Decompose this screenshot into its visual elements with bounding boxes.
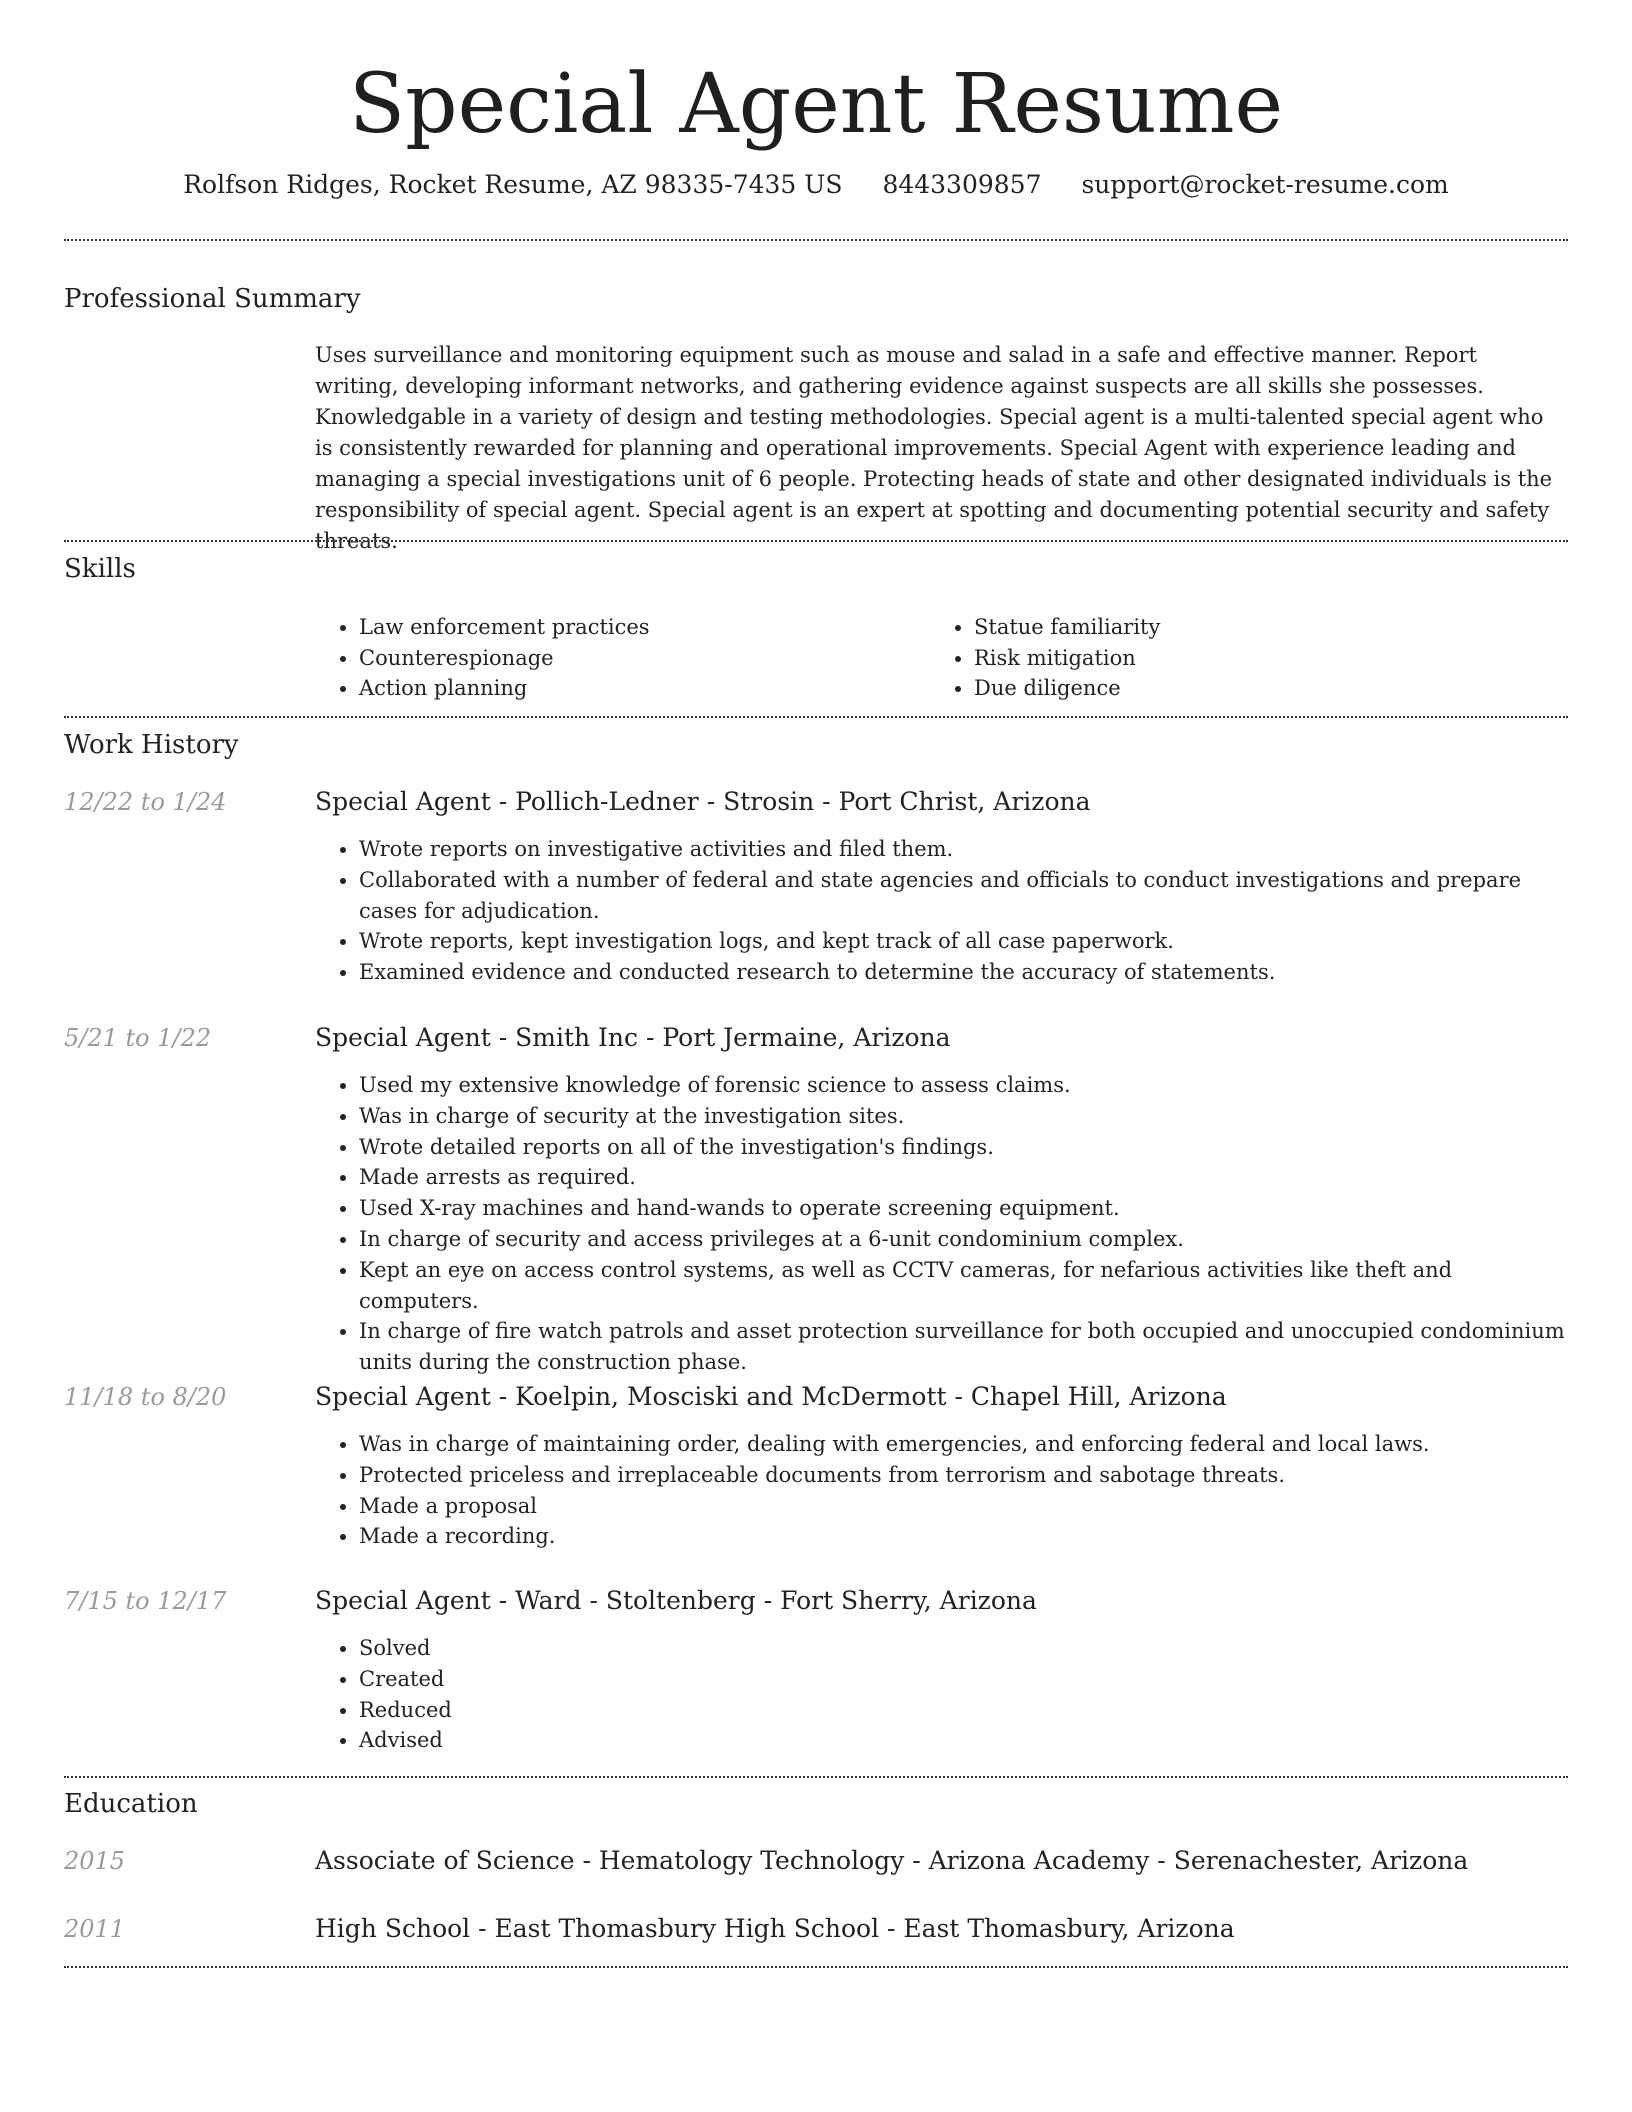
- skills-column-1: [315, 612, 650, 704]
- job-bullet: • Kept an eye on access control systems, as well as CCTV cameras, for nefarious activities like theft and computers.: [359, 1255, 1565, 1317]
- divider: [64, 540, 1568, 542]
- job-bullet: • In charge of fire watch patrols and asset protection surveillance for both occupied and unoccupied condominium units during the construction phase.: [359, 1316, 1565, 1378]
- job-dates: 5/21 to 1/22: [64, 1024, 212, 1052]
- skill-item: • Risk mitigation: [974, 643, 1160, 674]
- job-bullet: • In charge of security and access privileges at a 6-unit condominium complex.: [359, 1224, 1565, 1255]
- job-title: Special Agent - Smith Inc - Port Jermaine, Arizona: [315, 1023, 951, 1052]
- job-bullet: • Used my extensive knowledge of forensic science to assess claims.: [359, 1070, 1565, 1101]
- contact-email: support@rocket-resume.com: [1081, 170, 1449, 199]
- job-bullet: • Advised: [359, 1725, 1565, 1756]
- education-date: 2015: [64, 1847, 126, 1875]
- contact-phone: 8443309857: [882, 170, 1042, 199]
- education-title: High School - East Thomasbury High School - East Thomasbury, Arizona: [315, 1914, 1235, 1943]
- resume-title: Special Agent Resume: [348, 57, 1284, 152]
- job-bullets: [315, 834, 1565, 988]
- job-dates: 11/18 to 8/20: [64, 1383, 227, 1411]
- job-bullets: [315, 1633, 1565, 1756]
- job-title: Special Agent - Ward - Stoltenberg - Fort Sherry, Arizona: [315, 1586, 1037, 1615]
- skills-column-2: [930, 612, 1160, 704]
- skill-item: • Action planning: [359, 673, 650, 704]
- job-bullet: • Solved: [359, 1633, 1565, 1664]
- contact-line: [0, 168, 1632, 202]
- section-title-summary: Professional Summary: [64, 284, 361, 314]
- education-title: Associate of Science - Hematology Technology - Arizona Academy - Serenachester, Arizona: [315, 1846, 1469, 1875]
- divider: [64, 1776, 1568, 1778]
- job-dates: 12/22 to 1/24: [64, 788, 227, 816]
- job-dates: 7/15 to 12/17: [64, 1587, 227, 1615]
- summary-text: Uses surveillance and monitoring equipment such as mouse and salad in a safe and effective manner. Report writing, developing informant networks, and gathering evidence against suspects are all skills she possesses. Knowledgable in a variety of design and testing methodologies. Special agent is a multi-talented special agent who is consistently rewarded for planning and operational improvements. Special Agent with experience leading and managing a special investigations unit of 6 people. Protecting heads of state and other designated individuals is the responsibility of special agent. Special agent is an expert at spotting and documenting potential security and safety threats.: [315, 343, 1553, 553]
- job-title: Special Agent - Koelpin, Mosciski and McDermott - Chapel Hill, Arizona: [315, 1382, 1227, 1411]
- job-bullet: • Examined evidence and conducted research to determine the accuracy of statements.: [359, 957, 1565, 988]
- job-bullet: • Wrote detailed reports on all of the investigation's findings.: [359, 1132, 1565, 1163]
- divider: [64, 1966, 1568, 1968]
- skills-list: [315, 612, 1568, 708]
- job-bullets: [315, 1429, 1565, 1552]
- job-bullet: • Was in charge of security at the investigation sites.: [359, 1101, 1565, 1132]
- section-title-education: Education: [64, 1789, 198, 1819]
- skill-item: • Law enforcement practices: [359, 612, 650, 643]
- education-date: 2011: [64, 1915, 126, 1943]
- divider: [64, 716, 1568, 718]
- job-bullet: • Used X-ray machines and hand-wands to operate screening equipment.: [359, 1193, 1565, 1224]
- job-title: Special Agent - Pollich-Ledner - Strosin - Port Christ, Arizona: [315, 787, 1091, 816]
- job-bullets: [315, 1070, 1565, 1378]
- divider: [64, 239, 1568, 241]
- job-bullet: • Wrote reports on investigative activities and filed them.: [359, 834, 1565, 865]
- section-title-skills: Skills: [64, 554, 136, 584]
- contact-address: Rolfson Ridges, Rocket Resume, AZ 98335-7435 US: [183, 170, 843, 199]
- job-bullet: • Reduced: [359, 1695, 1565, 1726]
- job-bullet: • Made arrests as required.: [359, 1162, 1565, 1193]
- section-title-work: Work History: [64, 730, 239, 760]
- job-bullet: • Was in charge of maintaining order, dealing with emergencies, and enforcing federal and local laws.: [359, 1429, 1565, 1460]
- job-bullet: • Made a recording.: [359, 1521, 1565, 1552]
- skill-item: • Statue familiarity: [974, 612, 1160, 643]
- job-bullet: • Wrote reports, kept investigation logs, and kept track of all case paperwork.: [359, 926, 1565, 957]
- job-bullet: • Protected priceless and irreplaceable documents from terrorism and sabotage threats.: [359, 1460, 1565, 1491]
- skill-item: • Due diligence: [974, 673, 1160, 704]
- job-bullet: • Created: [359, 1664, 1565, 1695]
- job-bullet: • Made a proposal: [359, 1491, 1565, 1522]
- skill-item: • Counterespionage: [359, 643, 650, 674]
- job-bullet: • Collaborated with a number of federal and state agencies and officials to conduct investigations and prepare cases for adjudication.: [359, 865, 1565, 927]
